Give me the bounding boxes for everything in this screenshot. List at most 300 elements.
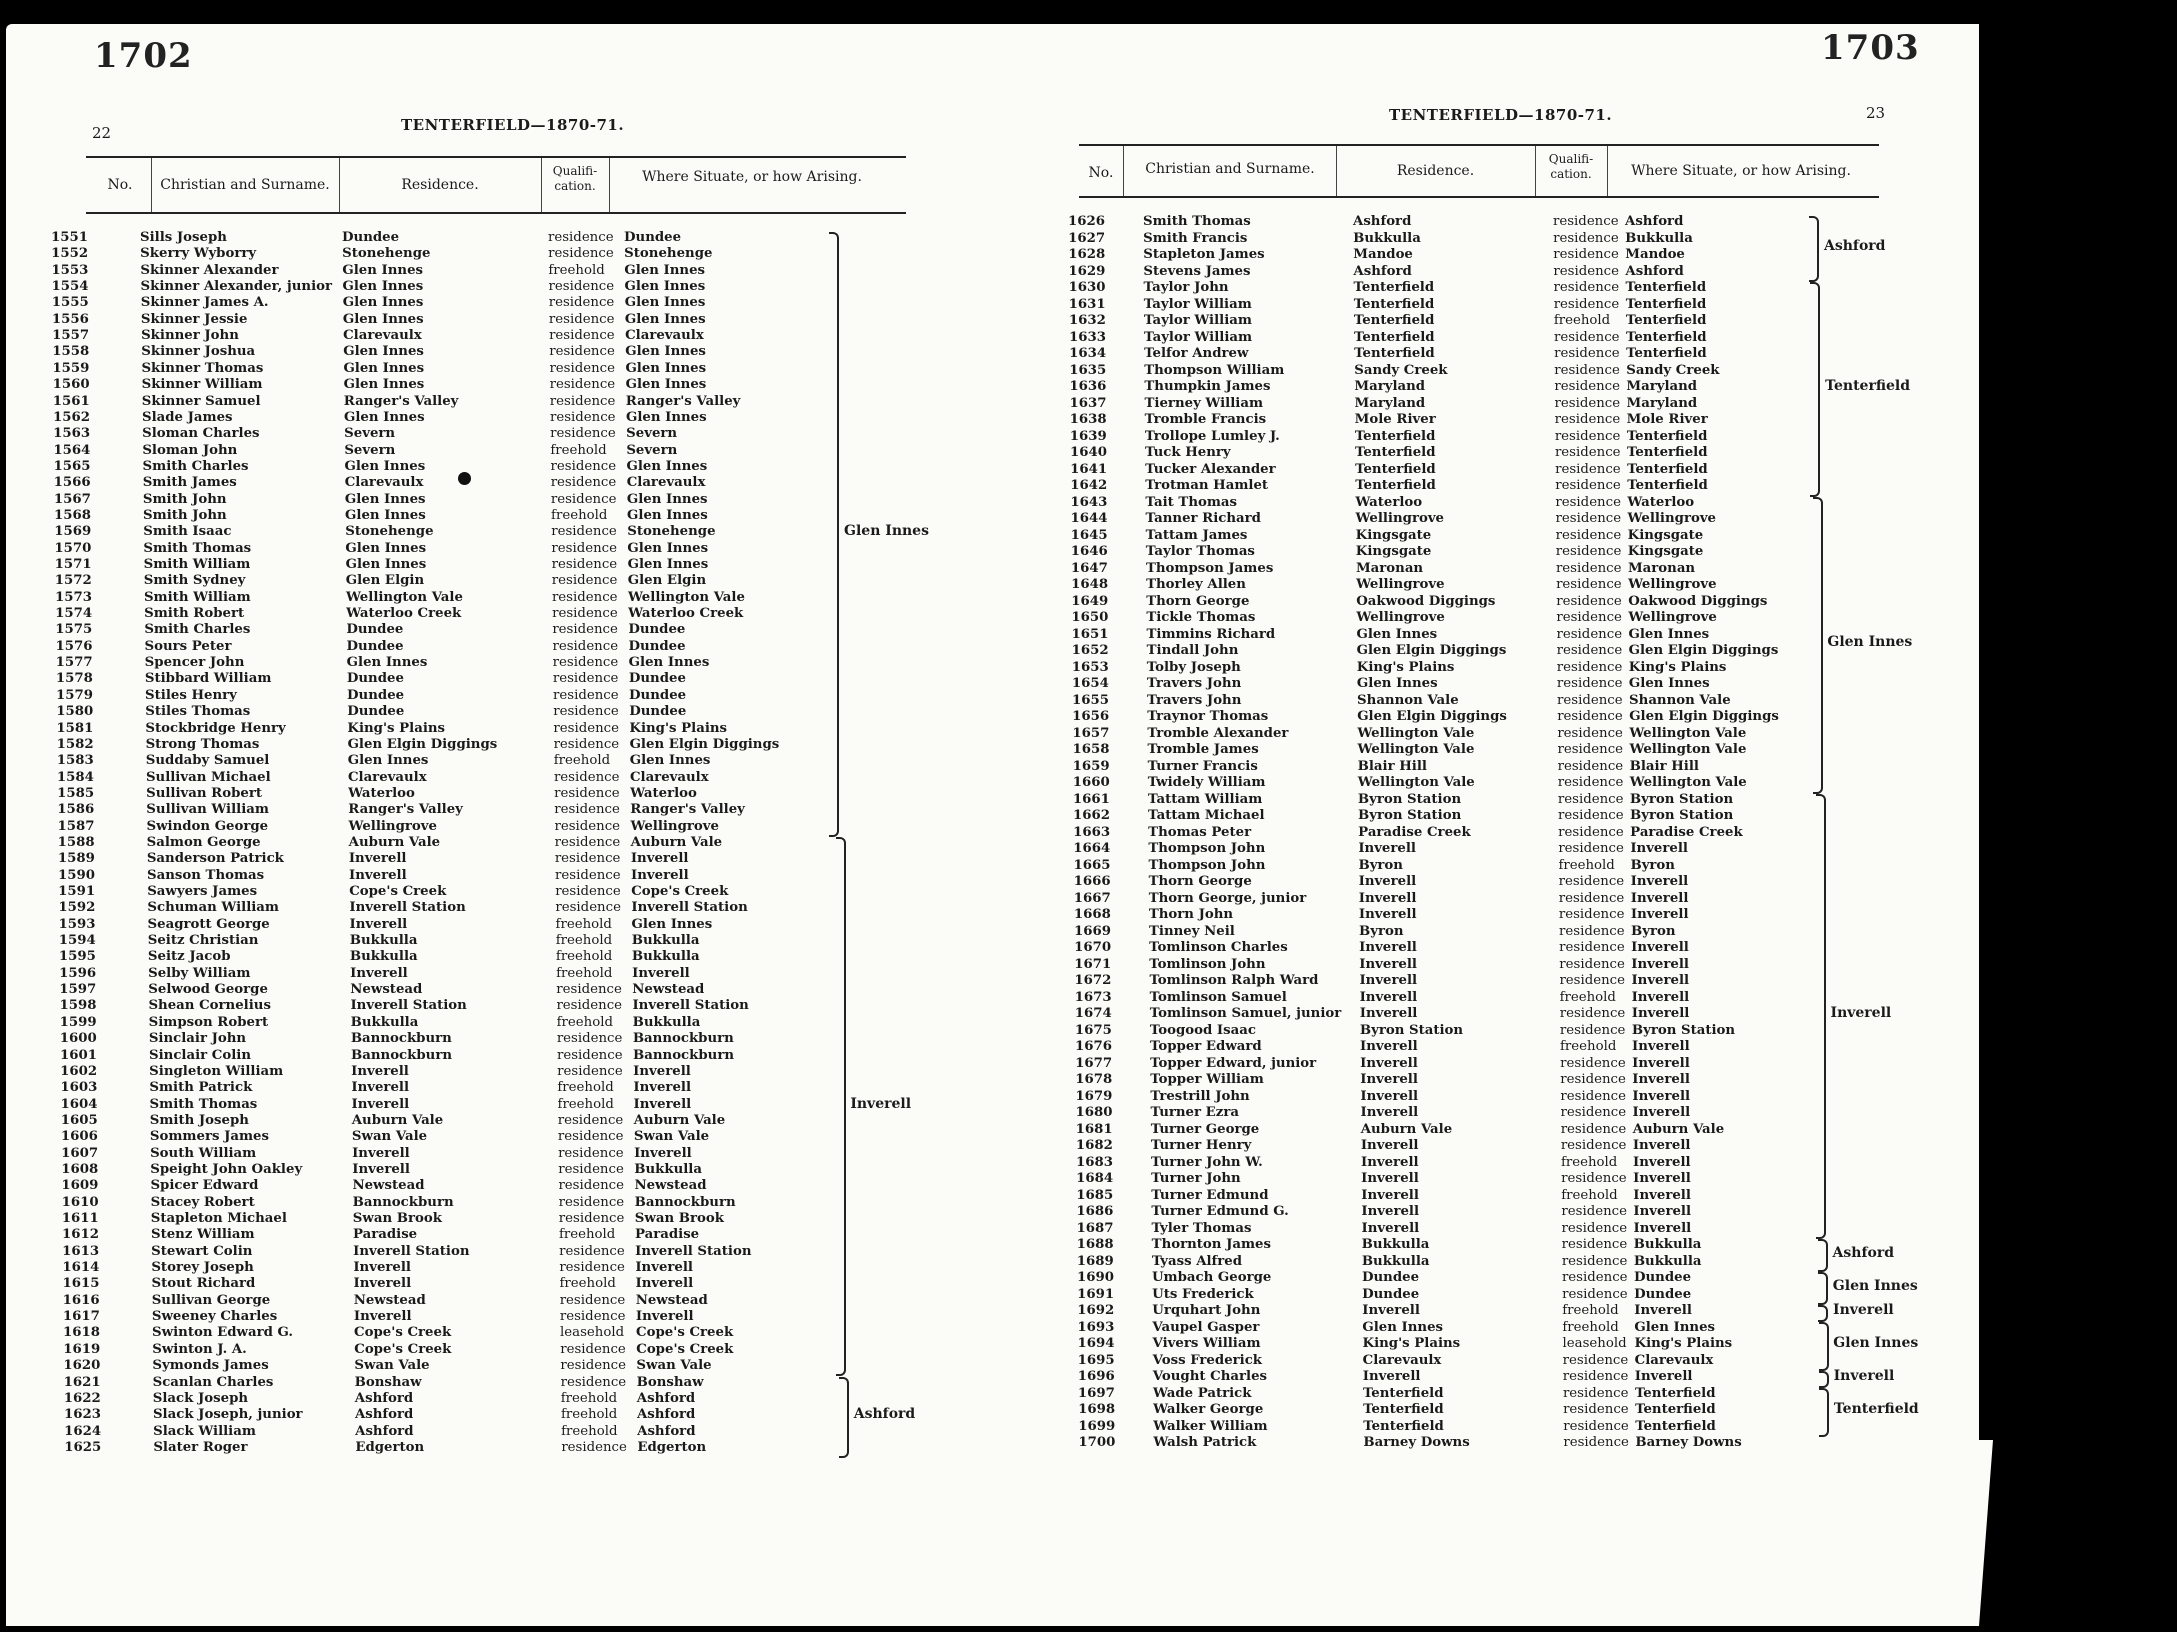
cell-name: Sullivan George — [151, 1292, 271, 1308]
cell-no: 1617 — [62, 1309, 100, 1325]
cell-where: Glen Innes — [629, 753, 711, 769]
cell-qual: residence — [557, 1129, 624, 1145]
cell-where: Glen Innes — [628, 655, 710, 671]
cell-qual: residence — [559, 1309, 626, 1325]
table-row — [59, 1375, 959, 1391]
cell-no: 1596 — [59, 965, 97, 981]
cell-where: Glen Innes — [624, 262, 706, 278]
cell-no: 1665 — [1073, 857, 1111, 873]
cell-qual: residence — [549, 328, 615, 344]
cell-residence: Inverell — [350, 965, 408, 981]
cell-no: 1697 — [1077, 1385, 1115, 1401]
cell-residence: Inverell — [1360, 1055, 1418, 1071]
cell-where: Bukkulla — [1633, 1253, 1702, 1269]
cell-name: Tomlinson Ralph Ward — [1149, 973, 1319, 988]
cell-qual: residence — [1558, 841, 1624, 856]
cell-qual: residence — [551, 589, 618, 605]
cell-no: 1560 — [52, 377, 90, 393]
cell-where: Glen Innes — [625, 360, 707, 376]
cell-where: Inverell Station — [635, 1243, 752, 1259]
table-row — [55, 1048, 955, 1064]
cell-no: 1551 — [50, 230, 88, 245]
cell-qual: residence — [561, 1439, 627, 1455]
cell-name: Tomlinson Samuel, junior — [1149, 1006, 1342, 1021]
cell-name: Selby William — [148, 965, 251, 981]
cell-qual: leasehold — [1562, 1336, 1627, 1351]
cell-where: Auburn Vale — [1632, 1121, 1725, 1137]
cell-name: Selwood George — [148, 982, 268, 998]
cell-no: 1557 — [52, 328, 90, 344]
cell-name: Seitz Christian — [147, 933, 259, 949]
cell-no: 1684 — [1076, 1171, 1114, 1186]
cell-residence: Tenterfield — [1353, 280, 1435, 295]
cell-residence: Bukkulla — [1361, 1253, 1430, 1269]
cell-where: Byron Station — [1630, 808, 1734, 823]
cell-no: 1666 — [1073, 874, 1111, 889]
col-divider — [1607, 146, 1608, 196]
table-row — [46, 230, 946, 246]
cell-residence: Tenterfield — [1353, 313, 1435, 328]
cell-where: Glen Innes — [1628, 676, 1710, 691]
cell-name: Skinner Samuel — [141, 393, 261, 409]
cell-no: 1674 — [1074, 1006, 1112, 1021]
table-row — [47, 328, 947, 344]
cell-name: Smith Sydney — [143, 573, 246, 589]
cell-qual: residence — [550, 491, 617, 507]
cell-residence: Inverell — [351, 1063, 409, 1079]
cell-where: Inverell — [1632, 1105, 1691, 1120]
cell-residence: Glen Elgin — [345, 573, 425, 589]
cell-residence: Inverell — [1359, 956, 1417, 972]
cell-residence: Inverell Station — [350, 998, 467, 1014]
cell-qual: residence — [1553, 263, 1619, 279]
cell-where: Bannockburn — [632, 1031, 734, 1047]
cell-where: Inverell — [1633, 1204, 1692, 1219]
table-row — [50, 606, 950, 622]
table-row — [48, 443, 948, 459]
cell-name: Sullivan Michael — [145, 769, 271, 785]
cell-no: 1607 — [61, 1145, 99, 1161]
cell-name: Walker George — [1153, 1402, 1264, 1417]
cell-name: Spicer Edward — [150, 1178, 259, 1194]
cell-where: Glen Innes — [624, 295, 706, 311]
cell-no: 1575 — [55, 622, 93, 638]
cell-no: 1597 — [59, 982, 97, 998]
cell-no: 1629 — [1068, 263, 1106, 279]
cell-name: Stiles Henry — [145, 687, 237, 703]
cell-residence: Inverell — [1358, 841, 1416, 856]
cell-residence: Bannockburn — [350, 1031, 452, 1047]
cell-qual: residence — [1561, 1237, 1628, 1252]
cell-qual: residence — [1561, 1220, 1628, 1236]
cell-no: 1657 — [1072, 725, 1110, 741]
cell-qual: freehold — [557, 1080, 614, 1096]
cell-name: Trestrill John — [1150, 1088, 1250, 1104]
cell-where: Tenterfield — [1625, 280, 1707, 295]
cell-where: Clarevaulx — [625, 328, 704, 344]
table-row — [56, 1146, 956, 1162]
cell-name: Tromble James — [1147, 742, 1259, 757]
cell-name: Salmon George — [146, 834, 261, 850]
cell-residence: Bukkulla — [1361, 1237, 1430, 1252]
cell-name: Vought Charles — [1152, 1369, 1268, 1384]
cell-no: 1683 — [1075, 1154, 1113, 1170]
table-row — [54, 998, 954, 1014]
cell-no: 1568 — [54, 507, 92, 523]
cell-name: Tuck Henry — [1144, 445, 1231, 460]
cell-residence: Wellingrove — [1356, 577, 1445, 592]
cell-name: Smith Charles — [144, 622, 251, 638]
cell-no: 1618 — [63, 1325, 101, 1341]
cell-residence: Inverell — [1361, 1171, 1419, 1186]
cell-where: Glen Innes — [1634, 1319, 1716, 1335]
cell-no: 1621 — [63, 1374, 101, 1390]
cell-where: Kingsgate — [1627, 544, 1704, 559]
cell-no: 1622 — [63, 1390, 101, 1406]
group-brace — [829, 232, 839, 837]
cell-no: 1630 — [1068, 280, 1106, 295]
cell-qual: residence — [556, 998, 623, 1014]
cell-where: Shannon Vale — [1629, 692, 1731, 708]
cell-qual: residence — [555, 884, 621, 899]
cell-where: Byron — [1630, 857, 1675, 873]
cell-qual: residence — [549, 344, 615, 360]
cell-no: 1609 — [61, 1178, 99, 1194]
cell-where: Glen Innes — [627, 540, 709, 556]
cell-name: Smith Patrick — [149, 1080, 253, 1096]
cell-name: Slack William — [153, 1423, 256, 1439]
cell-where: Inverell — [633, 1063, 691, 1079]
cell-qual: freehold — [555, 949, 613, 965]
cell-qual: residence — [1560, 1105, 1627, 1120]
cell-residence: Newstead — [352, 1178, 425, 1194]
cell-name: Skinner Thomas — [141, 360, 264, 376]
cell-residence: Wellington Vale — [345, 589, 463, 605]
cell-qual: residence — [1555, 461, 1621, 477]
cell-qual: residence — [552, 671, 619, 687]
cell-residence: Dundee — [1361, 1270, 1420, 1285]
cell-where: Auburn Vale — [630, 834, 723, 850]
table-row — [57, 1244, 957, 1260]
cell-residence: Bannockburn — [352, 1194, 454, 1210]
table-row — [53, 835, 953, 851]
cell-name: Taylor William — [1143, 329, 1253, 345]
header-rule-bottom-right — [1079, 196, 1879, 198]
table-row — [54, 917, 954, 933]
cell-qual: residence — [1553, 247, 1619, 262]
cell-where: Dundee — [628, 638, 686, 654]
cell-qual: residence — [552, 638, 619, 654]
cell-residence: Newstead — [350, 982, 423, 998]
cell-where: Ashford — [1625, 214, 1684, 229]
cell-where: Wellington Vale — [1629, 775, 1747, 790]
cell-where: Ranger's Valley — [625, 393, 741, 409]
cell-no: 1588 — [57, 834, 95, 850]
cell-qual: residence — [548, 295, 615, 311]
cell-name: Spencer John — [144, 655, 245, 671]
cell-qual: residence — [1561, 1204, 1627, 1219]
cell-residence: Glen Innes — [345, 540, 427, 556]
cell-no: 1614 — [62, 1260, 100, 1276]
group-label: Inverell — [1830, 1368, 1895, 1385]
cell-no: 1669 — [1074, 923, 1112, 939]
cell-qual: residence — [1554, 445, 1621, 460]
group-label: Ashford — [850, 1406, 916, 1423]
cell-where: Newstead — [632, 982, 705, 998]
cell-no: 1661 — [1072, 791, 1110, 807]
table-row — [51, 671, 951, 687]
cell-where: Swan Vale — [636, 1358, 712, 1374]
cell-no: 1626 — [1067, 214, 1105, 229]
cell-no: 1619 — [63, 1341, 101, 1357]
cell-name: Smith Thomas — [143, 540, 252, 556]
cell-qual: residence — [1557, 791, 1624, 807]
table-row — [55, 1015, 955, 1031]
cell-residence: Auburn Vale — [348, 834, 441, 850]
cell-qual: freehold — [1558, 857, 1615, 873]
cell-where: Tenterfield — [1625, 296, 1707, 312]
cell-name: Walsh Patrick — [1153, 1435, 1257, 1450]
cell-residence: Waterloo — [1355, 494, 1423, 510]
cell-qual: residence — [557, 1063, 623, 1079]
cell-where: Severn — [626, 442, 678, 458]
cell-where: Inverell — [1631, 940, 1689, 955]
cell-no: 1552 — [51, 246, 89, 262]
cell-name: Sullivan William — [146, 802, 269, 818]
cell-qual: residence — [1554, 379, 1620, 394]
cell-no: 1678 — [1075, 1072, 1113, 1087]
cell-qual: residence — [1558, 808, 1624, 823]
cell-residence: Severn — [344, 426, 396, 442]
page-title-right: TENTERFIELD—1870-71. — [1389, 106, 1613, 124]
cell-name: Smith John — [143, 507, 227, 523]
table-row — [48, 426, 948, 442]
table-row — [58, 1309, 958, 1325]
cell-where: Wellingrove — [1628, 610, 1717, 625]
table-row — [51, 704, 951, 720]
table-row — [54, 966, 954, 982]
cell-where: Cope's Creek — [636, 1325, 734, 1341]
table-row — [49, 508, 949, 524]
cell-no: 1650 — [1071, 610, 1109, 625]
table-row — [49, 459, 949, 475]
cell-no: 1574 — [55, 606, 93, 622]
cell-qual: residence — [559, 1260, 625, 1276]
cell-residence: Glen Innes — [1356, 626, 1438, 642]
cell-residence: Byron — [1358, 857, 1403, 873]
cell-no: 1692 — [1077, 1303, 1115, 1318]
cell-where: Ashford — [636, 1390, 696, 1406]
cell-no: 1664 — [1073, 841, 1111, 856]
cell-name: Stapleton James — [1143, 247, 1265, 262]
cell-where: Inverell — [1632, 1055, 1690, 1071]
cell-qual: residence — [1555, 527, 1622, 543]
cell-name: Turner John W. — [1150, 1154, 1263, 1170]
table-row — [47, 295, 947, 311]
cell-where: Inverell — [1631, 956, 1689, 972]
cell-name: Smith William — [143, 589, 251, 605]
cell-name: Turner Francis — [1147, 758, 1258, 774]
cell-no: 1559 — [52, 360, 90, 376]
cell-no: 1681 — [1075, 1121, 1113, 1137]
cell-qual: residence — [1560, 1088, 1626, 1104]
group-brace — [839, 1377, 849, 1459]
group-brace — [1819, 1322, 1829, 1372]
cell-name: Tait Thomas — [1145, 494, 1238, 510]
group-brace — [1818, 1272, 1828, 1305]
cell-name: Sommers James — [149, 1129, 270, 1145]
cell-where: Bannockburn — [634, 1194, 736, 1210]
table-row — [51, 721, 951, 737]
cell-qual: residence — [548, 311, 615, 327]
cell-no: 1685 — [1076, 1187, 1114, 1203]
table-row — [52, 802, 952, 818]
cell-qual: residence — [558, 1161, 624, 1177]
group-label: Tenterfield — [1831, 1401, 1919, 1418]
cell-qual: residence — [1559, 973, 1625, 988]
cell-no: 1601 — [59, 1047, 97, 1063]
table-row — [48, 377, 948, 393]
cell-name: Smith William — [143, 557, 251, 572]
cell-qual: residence — [1562, 1352, 1629, 1368]
group-brace — [1819, 1371, 1829, 1388]
cell-qual: residence — [549, 377, 616, 393]
cell-no: 1636 — [1069, 379, 1107, 394]
table-row — [58, 1293, 958, 1309]
cell-where: Inverell — [1631, 973, 1690, 988]
cell-name: Thompson William — [1144, 362, 1285, 378]
cell-no: 1698 — [1078, 1402, 1116, 1417]
cell-residence: Inverell — [1361, 1187, 1419, 1203]
cell-residence: Swan Vale — [354, 1358, 430, 1374]
cell-where: Dundee — [628, 622, 686, 638]
cell-qual: residence — [1562, 1385, 1629, 1401]
cell-qual: freehold — [1560, 1039, 1617, 1054]
cell-qual: freehold — [548, 262, 605, 278]
cell-no: 1649 — [1071, 593, 1109, 609]
cell-where: Glen Innes — [631, 916, 713, 932]
cell-residence: Inverell — [1359, 989, 1418, 1005]
cell-qual: residence — [1558, 907, 1625, 922]
cell-residence: Dundee — [347, 687, 405, 703]
cell-residence: Clarevaulx — [1362, 1352, 1442, 1368]
cell-residence: Inverell — [1358, 874, 1417, 889]
cell-name: Voss Frederick — [1152, 1352, 1263, 1368]
cell-qual: residence — [1561, 1253, 1628, 1269]
cell-qual: freehold — [555, 916, 612, 932]
cell-name: Tindall John — [1146, 643, 1239, 658]
cell-no: 1611 — [61, 1211, 99, 1226]
cell-name: Tromble Alexander — [1147, 725, 1289, 741]
cell-name: Smith Charles — [142, 458, 249, 474]
cell-where: Dundee — [624, 230, 682, 245]
table-row — [48, 410, 948, 426]
cell-name: Symonds James — [152, 1358, 269, 1374]
cell-no: 1620 — [63, 1358, 101, 1374]
col-header-qualification: Qualifi-cation. — [552, 164, 598, 193]
group-brace — [1819, 1388, 1829, 1438]
table-row — [58, 1276, 958, 1292]
cell-residence: Paradise Creek — [1358, 824, 1471, 840]
cell-no: 1656 — [1072, 709, 1110, 724]
cell-where: Tenterfield — [1635, 1402, 1716, 1417]
cell-where: Bukkulla — [1633, 1237, 1702, 1252]
cell-name: Tattam James — [1145, 527, 1248, 543]
table-row — [58, 1342, 958, 1358]
cell-residence: Mandoe — [1353, 247, 1413, 262]
cell-qual: residence — [1559, 1006, 1626, 1021]
cell-qual: residence — [554, 785, 620, 801]
cell-no: 1639 — [1069, 428, 1107, 444]
cell-qual: residence — [1560, 1055, 1626, 1071]
cell-residence: Tenterfield — [1354, 445, 1436, 460]
cell-name: Taylor William — [1143, 296, 1252, 312]
table-row — [52, 753, 952, 769]
cell-qual: freehold — [1561, 1187, 1618, 1203]
cell-qual: freehold — [1559, 989, 1616, 1005]
col-header-residence: Residence. — [401, 177, 479, 193]
cell-qual: residence — [1557, 725, 1623, 741]
cell-where: Edgerton — [637, 1439, 707, 1455]
cell-no: 1571 — [54, 557, 92, 572]
cell-name: Tanner Richard — [1145, 511, 1261, 526]
cell-residence: Glen Innes — [342, 279, 424, 295]
cell-no: 1688 — [1076, 1237, 1114, 1252]
cell-residence: Tenterfield — [1363, 1402, 1444, 1417]
cell-where: Bukkulla — [631, 933, 700, 949]
cell-no: 1694 — [1077, 1336, 1115, 1351]
cell-residence: Inverell — [353, 1276, 412, 1292]
left-page — [6, 24, 1011, 1626]
cell-qual: residence — [549, 409, 616, 425]
cell-residence: Glen Innes — [342, 262, 424, 278]
table-row — [53, 900, 953, 916]
col-header-qualification: Qualifi-cation. — [1548, 152, 1594, 181]
cell-qual: residence — [553, 769, 620, 785]
cell-residence: Bukkulla — [349, 933, 418, 949]
cell-name: Turner Edmund — [1151, 1187, 1269, 1203]
cell-name: Twidely William — [1147, 775, 1266, 790]
cell-residence: Ranger's Valley — [343, 393, 459, 409]
cell-name: Stout Richard — [151, 1276, 256, 1292]
cell-where: Inverell — [631, 867, 689, 883]
table-row — [59, 1391, 959, 1407]
cell-name: Tomlinson Samuel — [1149, 989, 1287, 1005]
cell-name: Tinney Neil — [1149, 923, 1235, 939]
table-row — [47, 312, 947, 328]
cell-name: Stacey Robert — [150, 1194, 255, 1210]
cell-no: 1600 — [59, 1031, 97, 1047]
group-brace — [836, 837, 846, 1377]
cell-where: Glen Innes — [1628, 626, 1710, 642]
cell-qual: residence — [1559, 956, 1625, 972]
cell-residence: Shannon Vale — [1357, 692, 1459, 708]
cell-name: Skinner John — [141, 328, 239, 344]
cell-qual: freehold — [560, 1407, 618, 1423]
cell-name: Sawyers James — [147, 884, 258, 899]
cell-residence: Byron Station — [1357, 791, 1462, 807]
cell-qual: residence — [558, 1194, 625, 1210]
cell-name: Smith Thomas — [1143, 214, 1251, 229]
cell-no: 1660 — [1072, 775, 1110, 790]
cell-where: Tenterfield — [1627, 478, 1708, 493]
cell-name: Skinner Jessie — [140, 311, 248, 327]
cell-no: 1586 — [57, 802, 95, 818]
cell-residence: Kingsgate — [1355, 527, 1432, 543]
cell-qual: residence — [549, 393, 616, 409]
cell-no: 1700 — [1078, 1435, 1116, 1450]
cell-residence: Tenterfield — [1362, 1385, 1444, 1401]
